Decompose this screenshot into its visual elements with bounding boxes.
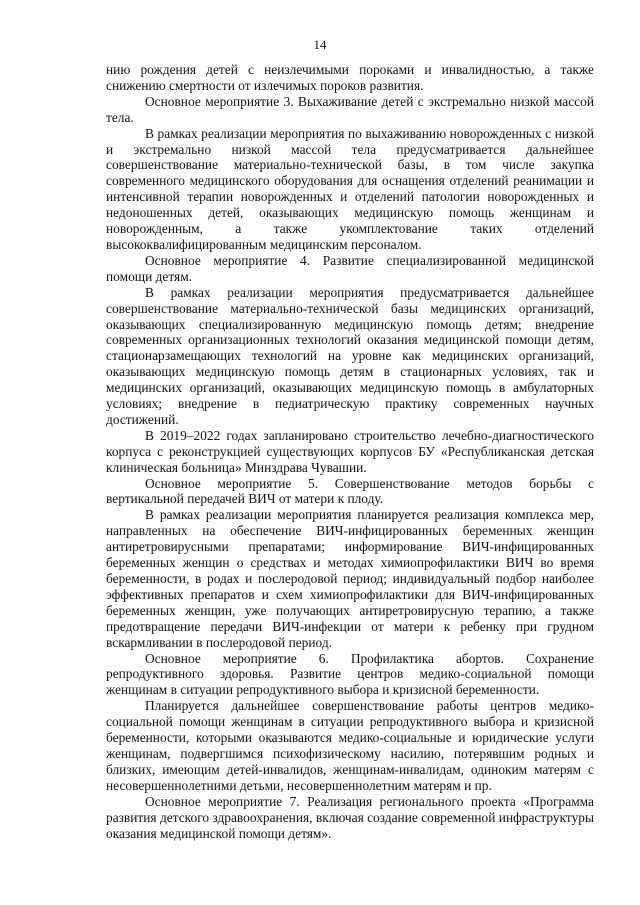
page-number: 14 xyxy=(313,37,327,52)
paragraph: В рамках реализации мероприятия планируется реализация комплекса мер, направленных на обеспечение ВИЧ-инфицированных беременных женщин антиретровирусными препаратами; информирование ВИЧ-инфицированных беременных женщин о средствах и методах химиопрофилактики ВИЧ во время беременности, в родах и послеродовой период; индивидуальный подбор наиболее эффективных препаратов и схем химиопрофилактики для ВИЧ-инфицированных беременных женщин, уже получающих антиретровирусную терапию, а также предотвращение передачи ВИЧ-инфекции от матери к ребенку при грудном вскармливании в послеродовой период. xyxy=(106,507,594,650)
document-body xyxy=(106,62,594,841)
paragraph: В рамках реализации мероприятия предусматривается дальнейшее совершенствование материально-технической базы медицинских организаций, оказывающих специализированную медицинскую помощь детям; внедрение современных организационных технологий оказания медицинской помощи детям, стационарзамещающих технологий на уровне как медицинских организаций, оказывающих медицинскую помощь детям в стационарных условиях, так и медицинских организаций, оказывающих медицинскую помощь в амбулаторных условиях; внедрение в педиатрическую практику современных научных достижений. xyxy=(106,284,594,427)
paragraph: В рамках реализации мероприятия по выхаживанию новорожденных с низкой и экстремально низкой массой тела предусматривается дальнейшее совершенствование материально-технической базы, в том числе закупка современного медицинского оборудования для оснащения отделений реанимации и интенсивной терапии новорожденных и отделений патологии новорожденных и недоношенных детей, оказывающих медицинскую помощь женщинам и новорожденным, а также укомплектование таких отделений высококвалифицированным медицинским персоналом. xyxy=(106,125,594,252)
paragraph: Основное мероприятие 3. Выхаживание детей с экстремально низкой массой тела. xyxy=(106,93,594,125)
paragraph: В 2019–2022 годах запланировано строительство лечебно-диагностического корпуса с реконструкцией существующих корпусов БУ «Республиканская детская клиническая больница» Минздрава Чувашии. xyxy=(106,427,594,475)
paragraph: Основное мероприятие 6. Профилактика абортов. Сохранение репродуктивного здоровья. Развитие центров медико-социальной помощи женщинам в ситуации репродуктивного выбора и кризисной беременности. xyxy=(106,650,594,698)
paragraph: Основное мероприятие 7. Реализация регионального проекта «Программа развития детского здравоохранения, включая создание современной инфраструктуры оказания медицинской помощи детям». xyxy=(106,793,594,841)
paragraph: Основное мероприятие 4. Развитие специализированной медицинской помощи детям. xyxy=(106,252,594,284)
paragraph: Основное мероприятие 5. Совершенствование методов борьбы с вертикальной передачей ВИЧ от матери к плоду. xyxy=(106,475,594,507)
paragraph: нию рождения детей с неизлечимыми пороками и инвалидностью, а также снижению смертности от излечимых пороков развития. xyxy=(106,62,594,93)
paragraph: Планируется дальнейшее совершенствование работы центров медико-социальной помощи женщинам в ситуации репродуктивного выбора и кризисной беременности, которыми оказываются медико-социальные и юридические услуги женщинам, подвергшимся психофизическому насилию, потерявшим родных и близких, имеющим детей-инвалидов, женщинам-инвалидам, одиноким матерям с несовершеннолетними детьми, несовершеннолетним матерям и пр. xyxy=(106,698,594,793)
